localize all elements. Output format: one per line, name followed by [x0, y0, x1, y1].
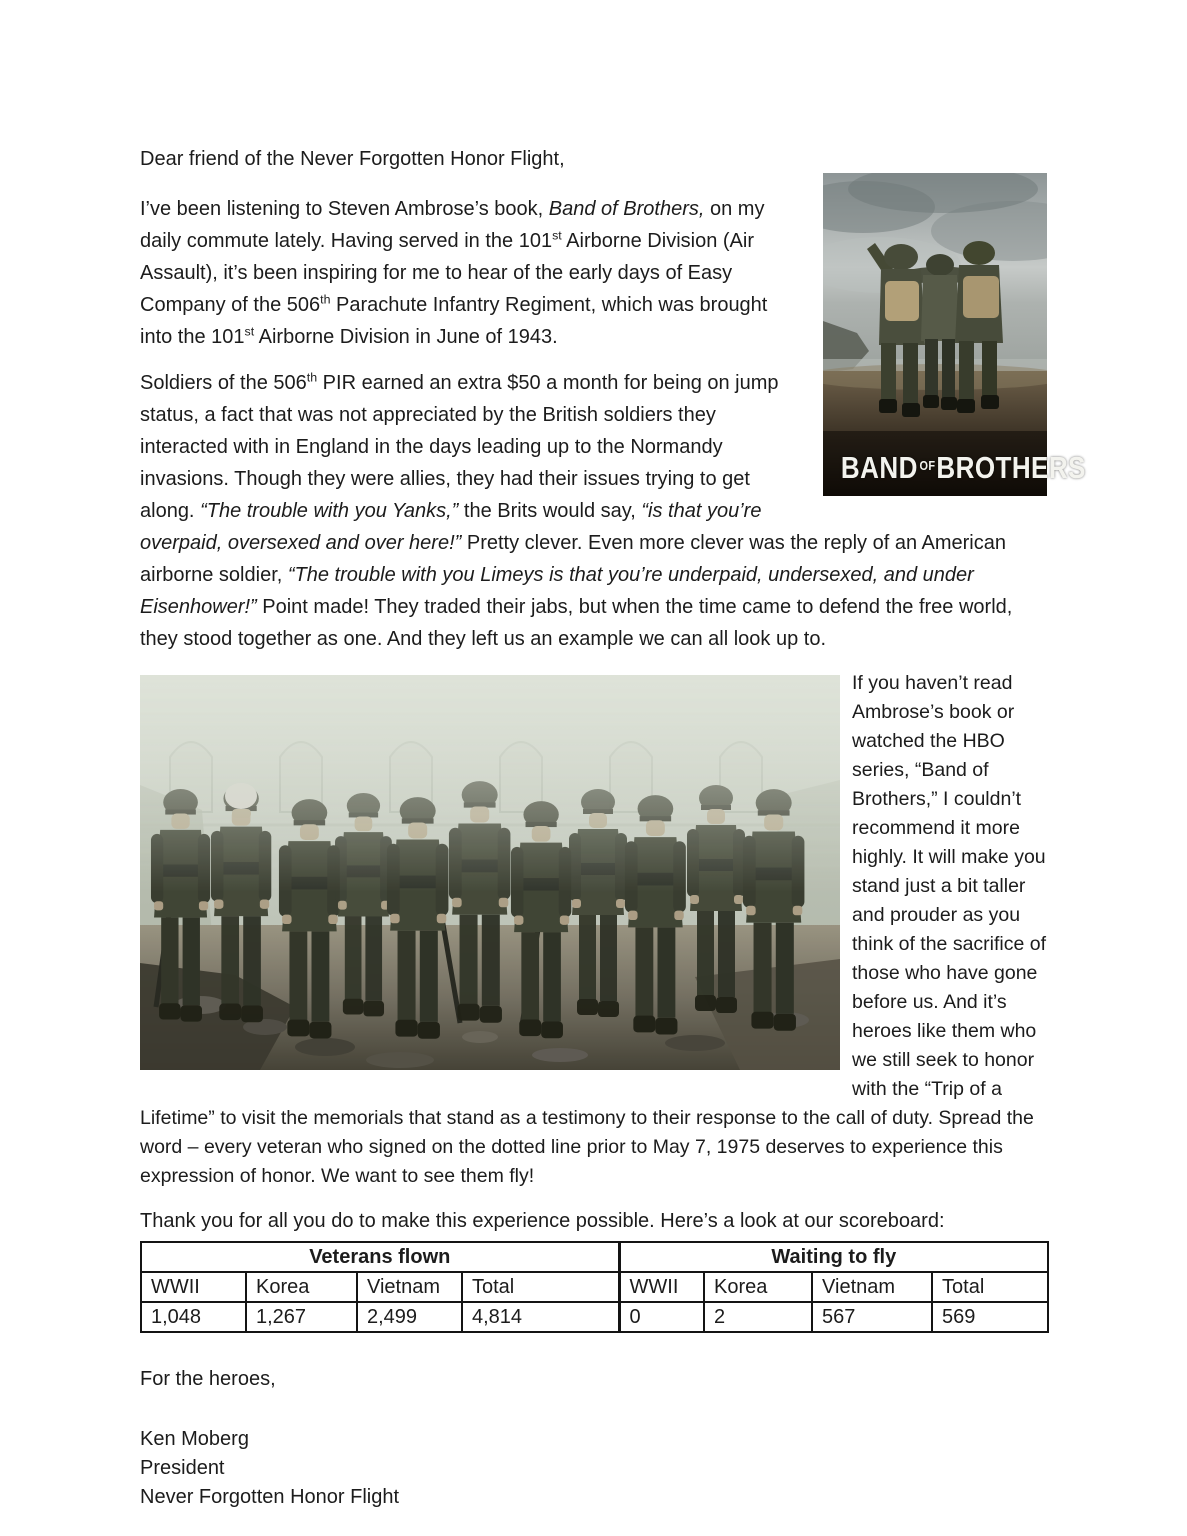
- group-header-veterans-flown: Veterans flown: [141, 1242, 619, 1272]
- ordinal-101st: st: [552, 228, 562, 243]
- band-of-brothers-poster: [823, 173, 1086, 496]
- quote-limeys: “The trouble with you Limeys is that you’re underpaid, undersexed, and under Eisenhower!”: [140, 564, 974, 618]
- signoff: For the heroes,: [140, 1368, 276, 1390]
- para2-text-3: the Brits would say,: [458, 500, 642, 522]
- col-header-wwii-waiting: WWII: [619, 1272, 704, 1302]
- para2-text-2: PIR earned an extra $50 a month for being on jump status, a fact that was not appreciated by the British soldiers they interacted with in England in the days leading up to the Normandy invasions. Though they were allies, they had their issues trying to get along.: [140, 372, 779, 522]
- value-korea-waiting: 2: [704, 1302, 812, 1332]
- col-header-vietnam-flown: Vietnam: [357, 1272, 462, 1302]
- quote-overpaid: “is that you’re overpaid, oversexed and over here!”: [140, 500, 762, 554]
- scoreboard-value-row: [141, 1302, 1048, 1332]
- col-header-vietnam-waiting: Vietnam: [812, 1272, 932, 1302]
- signature-name: Ken Moberg: [140, 1428, 249, 1450]
- para2-text-4: Pretty clever. Even more clever was the reply of an American airborne soldier,: [140, 532, 1006, 586]
- para2-text-5: Point made! They traded their jabs, but when the time came to defend the free world, they stood together as one. And they left us an example we can all look up to.: [140, 596, 1013, 650]
- salutation: Dear friend of the Never Forgotten Honor Flight,: [140, 148, 565, 170]
- scoreboard-column-row: [141, 1272, 1048, 1302]
- value-total-waiting: 569: [932, 1302, 1048, 1332]
- signature-title: President: [140, 1457, 225, 1479]
- value-wwii-waiting: 0: [619, 1302, 704, 1332]
- paragraph-thanks: Thank you for all you do to make this experience possible. Here’s a look at our scoreboard:: [140, 1210, 945, 1232]
- col-header-total-waiting: Total: [932, 1272, 1048, 1302]
- value-vietnam-flown: 2,499: [357, 1302, 462, 1332]
- col-header-korea-waiting: Korea: [704, 1272, 812, 1302]
- para1-text-5: Airborne Division in June of 1943.: [254, 326, 558, 348]
- value-wwii-flown: 1,048: [141, 1302, 246, 1332]
- value-total-flown: 4,814: [462, 1302, 619, 1332]
- poster-soldiers: [867, 241, 1003, 417]
- easy-company-group-photo: [140, 675, 840, 1070]
- col-header-wwii-flown: WWII: [141, 1272, 246, 1302]
- poster-title-band: BAND: [840, 450, 918, 485]
- signature-block: [140, 1425, 1047, 1512]
- poster-art: [823, 173, 1047, 496]
- intro-section: [140, 143, 1086, 655]
- signature-org: Never Forgotten Honor Flight: [140, 1486, 400, 1508]
- scoreboard-table: [140, 1241, 1049, 1333]
- para2-text-1: Soldiers of the 506: [140, 372, 307, 394]
- quote-yanks: “The trouble with you Yanks,”: [200, 500, 459, 522]
- poster-title: [840, 450, 1086, 486]
- para1-text-4: Parachute Infantry Regiment, which was brought into the 101: [140, 294, 768, 348]
- para1-text-2: on my daily commute lately. Having served in the 101: [140, 198, 765, 252]
- ordinal-506th: th: [320, 292, 331, 307]
- col-header-total-flown: Total: [462, 1272, 619, 1302]
- ordinal-101st-2: st: [244, 324, 255, 339]
- para1-text-1: I’ve been listening to Steven Ambrose’s book,: [140, 198, 549, 220]
- value-korea-flown: 1,267: [246, 1302, 357, 1332]
- value-vietnam-waiting: 567: [812, 1302, 932, 1332]
- honor-section: [140, 669, 1047, 1205]
- poster-title-of: OF: [919, 458, 936, 473]
- ordinal-506th-2: th: [306, 370, 318, 385]
- book-title-italic: Band of Brothers,: [548, 198, 705, 220]
- paragraph-honor: If you haven’t read Ambrose’s book or watched the HBO series, “Band of Brothers,” I couldn’t recommend it more highly. It will make you stand just a bit taller and prouder as you think of the sacrifice of those who have gone before us. And it’s heroes like them who we still seek to honor with the “Trip of a Lifetime” to visit the memorials that stand as a testimony to their response to the call of duty. Spread the word – every veteran who signed on the dotted line prior to May 7, 1975 deserves to experience this expression of honor. We want to see them fly!: [140, 672, 1047, 1187]
- poster-title-brothers: BROTHERS: [936, 450, 1086, 485]
- para1-text-3: Airborne Division (Air Assault), it’s been inspiring for me to hear of the early days of Easy Company of the 506: [140, 230, 754, 316]
- scoreboard-group-row: [141, 1242, 1048, 1272]
- group-header-waiting-to-fly: Waiting to fly: [619, 1242, 1048, 1272]
- col-header-korea-flown: Korea: [246, 1272, 357, 1302]
- group-photo-art: [140, 675, 840, 1070]
